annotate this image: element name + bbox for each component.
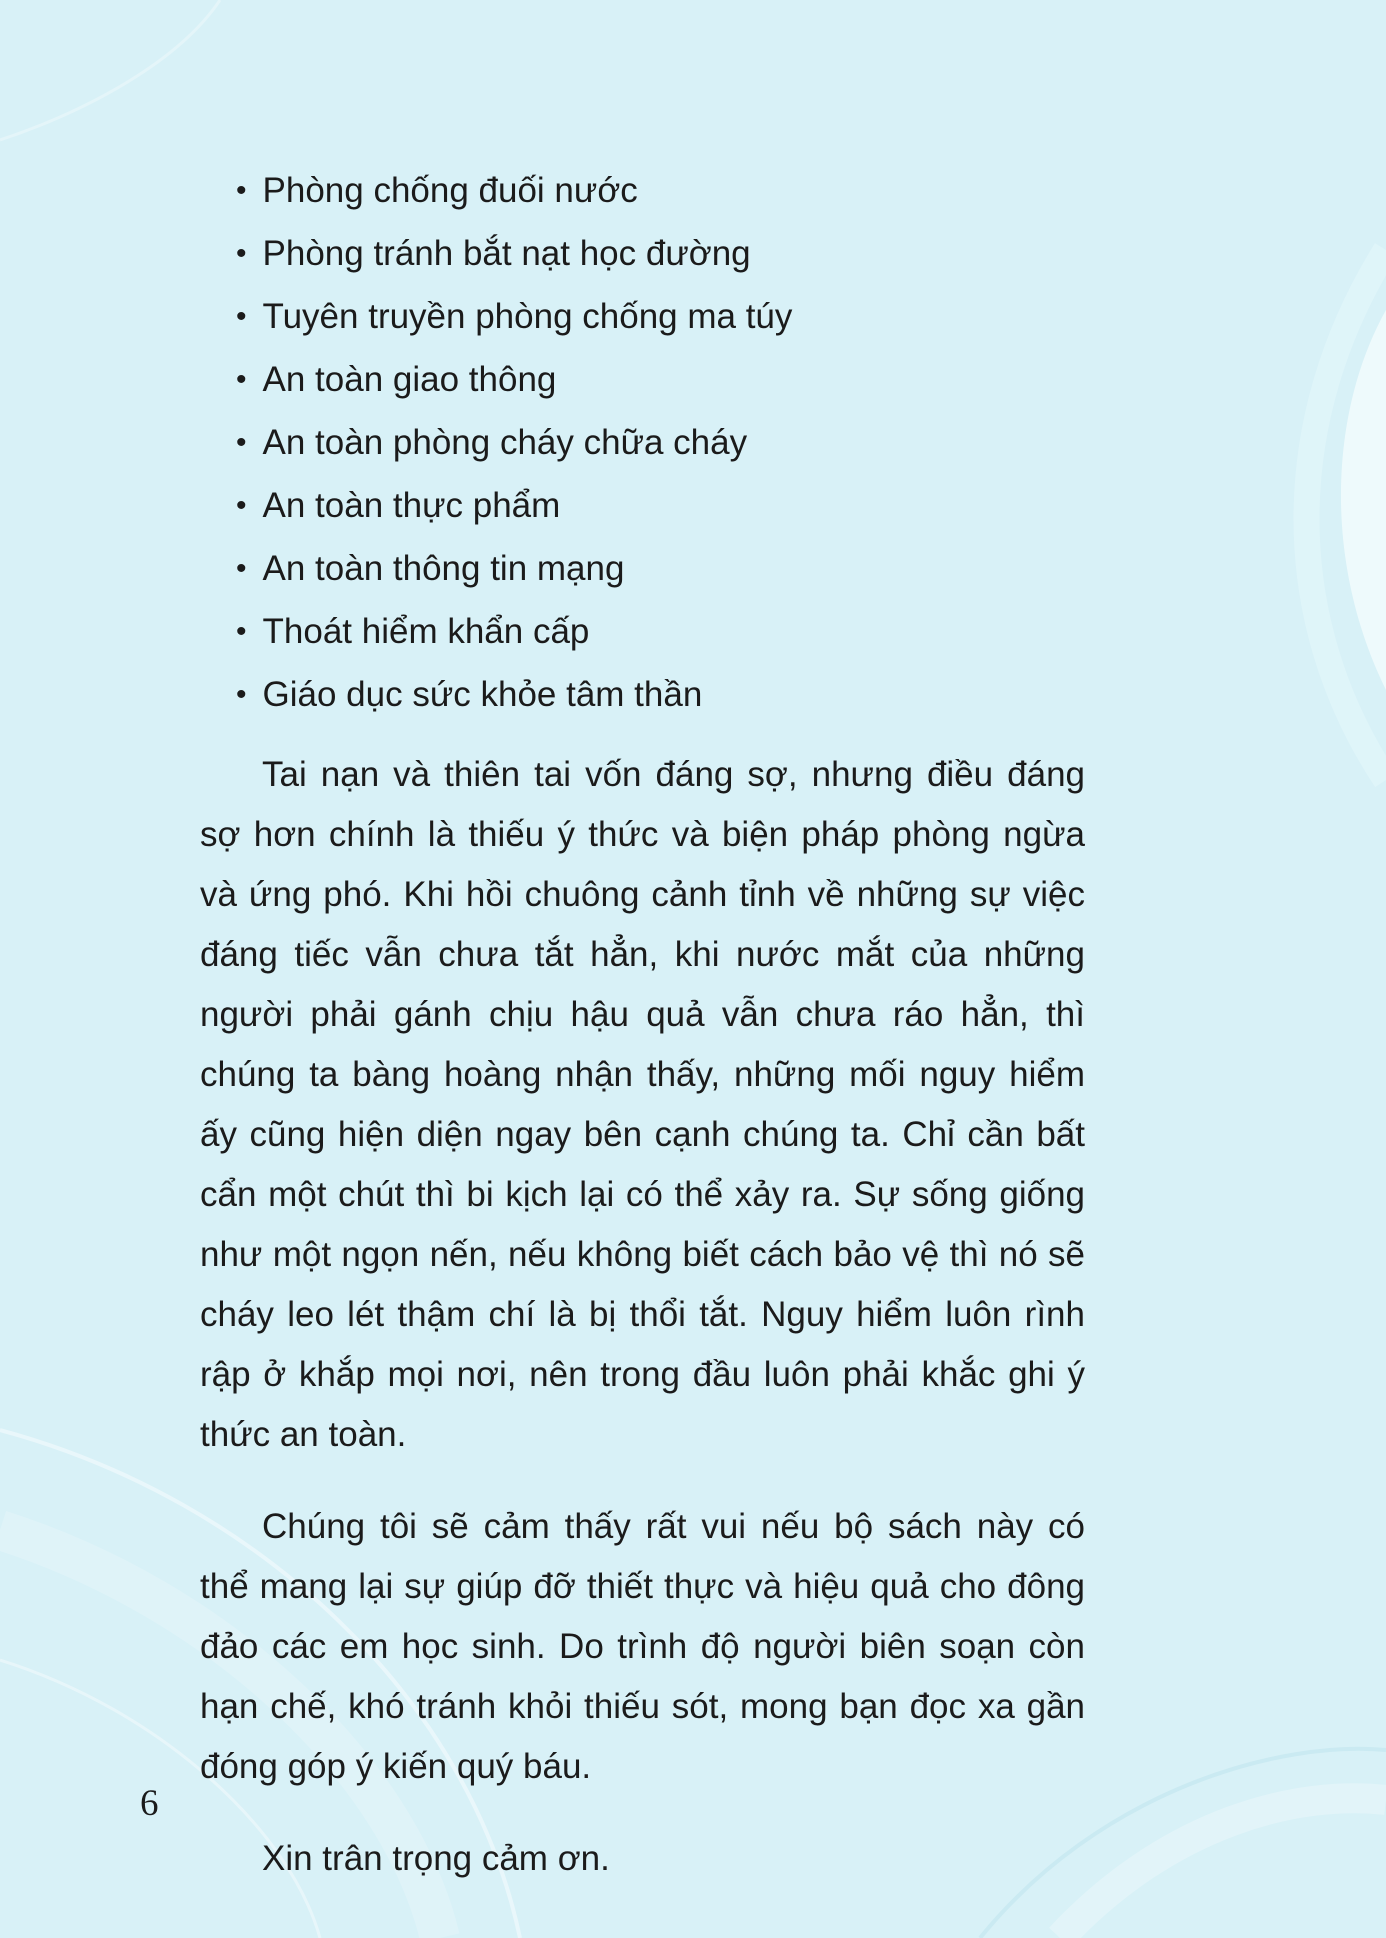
list-item-text: An toàn thực phẩm [262, 486, 561, 525]
list-item-text: Thoát hiểm khẩn cấp [262, 612, 590, 651]
list-item-text: Giáo dục sức khỏe tâm thần [262, 675, 703, 714]
bullet-icon: • [236, 363, 247, 396]
list-item [236, 601, 1085, 664]
bullet-icon: • [236, 678, 247, 711]
list-item-text: An toàn phòng cháy chữa cháy [262, 423, 748, 462]
list-item-text: Phòng chống đuối nước [262, 171, 638, 210]
page-number: 6 [140, 1783, 159, 1824]
paragraph: Chúng tôi sẽ cảm thấy rất vui nếu bộ sách này có thể mang lại sự giúp đỡ thiết thực và hiệu quả cho đông đảo các em học sinh. Do trình độ người biên soạn còn hạn chế, khó tránh khỏi thiếu sót, mong bạn đọc xa gần đóng góp ý kiến quý báu. [200, 1507, 1085, 1786]
list-item-text: An toàn thông tin mạng [262, 549, 625, 588]
bullet-icon: • [236, 300, 247, 333]
list-item-text: Phòng tránh bắt nạt học đường [262, 234, 751, 273]
bullet-icon: • [236, 174, 247, 207]
bullet-icon: • [236, 237, 247, 270]
list-item [236, 160, 1085, 223]
paragraph: Tai nạn và thiên tai vốn đáng sợ, nhưng điều đáng sợ hơn chính là thiếu ý thức và biện pháp phòng ngừa và ứng phó. Khi hồi chuông cảnh tỉnh về những sự việc đáng tiếc vẫn chưa tắt hẳn, khi nước mắt của những người phải gánh chịu hậu quả vẫn chưa ráo hẳn, thì chúng ta bàng hoàng nhận thấy, những mối nguy hiểm ấy cũng hiện diện ngay bên cạnh chúng ta. Chỉ cần bất cẩn một chút thì bi kịch lại có thể xảy ra. Sự sống giống như một ngọn nến, nếu không biết cách bảo vệ thì nó sẽ cháy leo lét thậm chí là bị thổi tắt. Nguy hiểm luôn rình rập ở khắp mọi nơi, nên trong đầu luôn phải khắc ghi ý thức an toàn. [200, 755, 1085, 1454]
bullet-icon: • [236, 489, 247, 522]
list-item [236, 286, 1085, 349]
list-item [236, 538, 1085, 601]
bullet-icon: • [236, 552, 247, 585]
bullet-icon: • [236, 426, 247, 459]
list-item [236, 349, 1085, 412]
bullet-list [200, 160, 1085, 727]
page-content [200, 160, 1085, 1889]
list-item [236, 475, 1085, 538]
list-item [236, 664, 1085, 727]
bullet-icon: • [236, 615, 247, 648]
list-item-text: Tuyên truyền phòng chống ma túy [262, 297, 793, 336]
list-item [236, 412, 1085, 475]
list-item-text: An toàn giao thông [262, 360, 557, 399]
paragraph: Xin trân trọng cảm ơn. [262, 1839, 610, 1878]
list-item [236, 223, 1085, 286]
